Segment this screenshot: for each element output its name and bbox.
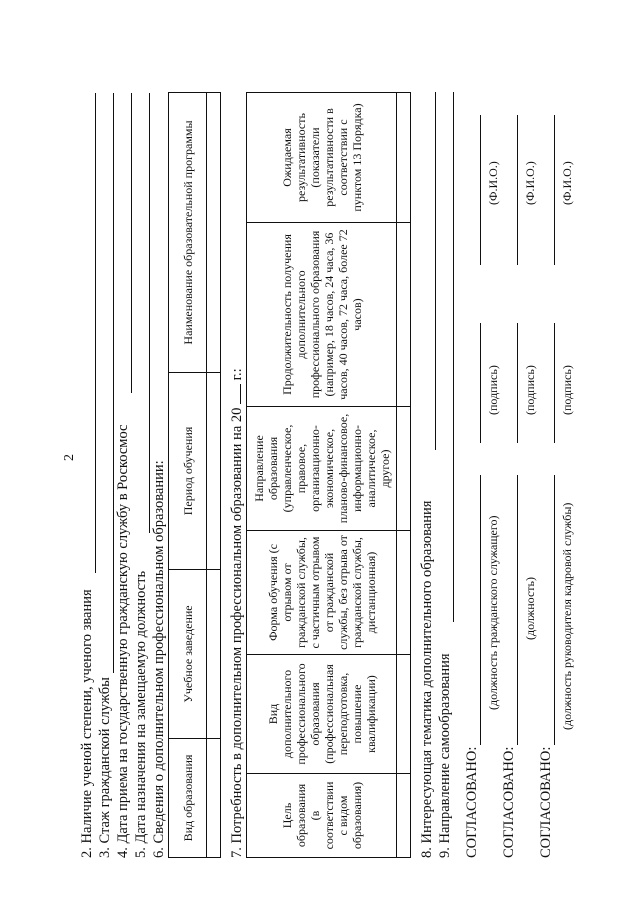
table-header-cell: Ожидаемая результативность (показатели результативности в соответствии с пунктом 13 Порядка) — [247, 93, 397, 223]
approval-label-1: СОГЛАСОВАНО: — [464, 746, 480, 858]
item-self-education-underline — [453, 92, 454, 622]
item-education-need-year-suffix: г.: — [229, 368, 245, 381]
approval-1-position-line — [480, 475, 481, 745]
approval-3-position-caption: (должность руководителя кадровой службы) — [560, 502, 574, 730]
table-header-cell: Вид образования — [169, 739, 207, 858]
approval-1-sign-line — [480, 323, 481, 443]
table-header-row — [169, 93, 207, 858]
table-cell — [207, 93, 221, 373]
approval-1-fio-line — [480, 115, 481, 265]
table-header-cell: Форма обучения (с отрывом от гражданской службы, с частичным отрывом от гражданской службы, без отрыва от гражданской службы, дистанционная) — [247, 531, 397, 655]
table-cell — [207, 373, 221, 570]
item-education-info: 6. Сведения о дополнительном профессиональном образовании: — [151, 460, 167, 858]
approval-3-sign-line — [554, 323, 555, 443]
table-header-cell: Направление образования (управленческое, правовое, организационно-экономическое, планово-финансовое, информационно-аналитическое, другое) — [247, 407, 397, 531]
approval-3-position-line — [554, 475, 555, 745]
approval-2-fio-line — [517, 115, 518, 265]
page-number: 2 — [62, 454, 77, 461]
table-row — [397, 93, 411, 858]
table-cell — [207, 570, 221, 739]
approval-2-sign-caption: (подпись) — [523, 365, 537, 415]
approval-1-position-caption: (должность гражданского служащего) — [486, 515, 500, 710]
approval-3-fio-line — [554, 115, 555, 265]
table-cell — [397, 223, 411, 407]
approval-label-2: СОГЛАСОВАНО: — [501, 746, 517, 858]
item-topics-underline — [435, 92, 436, 450]
table-header-cell: Учебное заведение — [169, 570, 207, 739]
education-info-table — [168, 92, 221, 858]
item-degree: 2. Наличие ученой степени, ученого звания — [79, 589, 95, 858]
education-need-table — [246, 92, 411, 858]
approval-2-fio-caption: (Ф.И.О.) — [523, 161, 537, 205]
approval-label-3: СОГЛАСОВАНО: — [538, 746, 554, 858]
table-header-cell: Цель образования (в соответствии с видом образования) — [247, 774, 397, 858]
table-header-cell: Вид дополнительного профессионального образования (профессиональная переподготовка, повышение квалификации) — [247, 655, 397, 774]
approval-2-sign-line — [517, 323, 518, 443]
item-degree-underline — [95, 93, 96, 573]
table-cell — [397, 93, 411, 223]
item-appointment-date: 5. Дата назначения на замещаемую должность — [133, 570, 149, 858]
table-cell — [397, 655, 411, 774]
item-education-need-label: 7. Потребность в дополнительном профессиональном образовании на 20 — [229, 407, 245, 858]
table-row — [207, 93, 221, 858]
table-header-cell: Период обучения — [169, 373, 207, 570]
approval-2-position-caption: (должность) — [523, 577, 537, 640]
table-cell — [397, 407, 411, 531]
table-header-cell: Наименование образовательной программы — [169, 93, 207, 373]
approval-3-sign-caption: (подпись) — [560, 365, 574, 415]
item-self-education: 9. Направление самообразования — [437, 653, 453, 858]
table-cell — [397, 531, 411, 655]
approval-3-fio-caption: (Ф.И.О.) — [560, 161, 574, 205]
approval-1-sign-caption: (подпись) — [486, 365, 500, 415]
item-topics: 8. Интересующая тематика дополнительного образования — [419, 500, 435, 858]
table-cell — [207, 739, 221, 858]
table-header-row — [247, 93, 397, 858]
approval-2-position-line — [517, 475, 518, 745]
item-hire-date: 4. Дата приема на государственную гражданскую службу в Роскосмос — [115, 424, 131, 858]
item-education-need — [228, 368, 246, 858]
table-cell — [397, 774, 411, 858]
item-service-length: 3. Стаж гражданской службы — [97, 677, 113, 858]
approval-1-fio-caption: (Ф.И.О.) — [486, 161, 500, 205]
item-hire-date-underline — [131, 93, 132, 393]
table-header-cell: Продолжительность получения дополнительного профессионального образования (например, 18 часов, 24 часа, 36 часов, 40 часов, 72 часа, более 72 часов) — [247, 223, 397, 407]
